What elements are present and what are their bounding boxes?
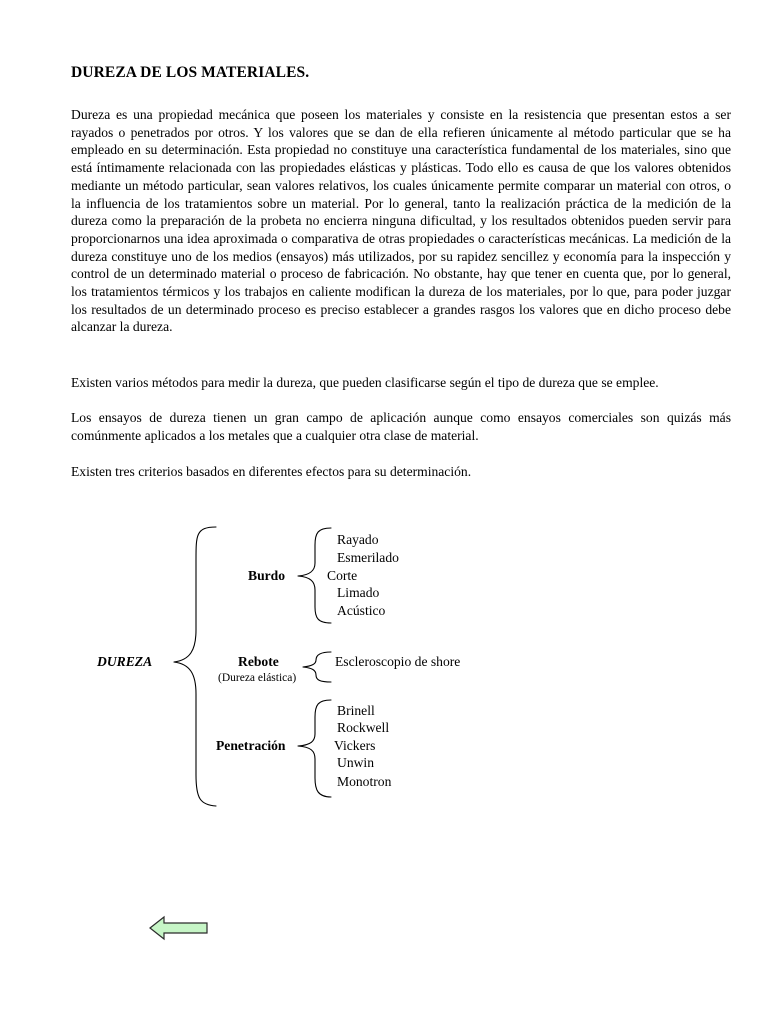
- item-escleroscopio: Escleroscopio de shore: [335, 654, 461, 669]
- penetracion-brace: [298, 700, 331, 797]
- root-label-dureza: DUREZA: [97, 654, 153, 669]
- item-esmerilado: Esmerilado: [337, 550, 399, 565]
- item-monotron: Monotron: [337, 774, 392, 789]
- group-label-burdo: Burdo: [248, 568, 286, 583]
- rebote-brace: [303, 652, 331, 682]
- page-title: DUREZA DE LOS MATERIALES.: [71, 64, 310, 81]
- item-rockwell: Rockwell: [337, 720, 390, 735]
- main-brace: [174, 527, 216, 806]
- left-arrow-icon: [148, 914, 210, 942]
- item-unwin: Unwin: [337, 755, 375, 770]
- applications-paragraph: Los ensayos de dureza tienen un gran campo de aplicación aunque como ensayos comerciales son quizás más comúnmente aplicados a los metales que a cualquier otra clase de material.: [71, 410, 731, 443]
- item-brinell: Brinell: [337, 703, 375, 718]
- methods-paragraph: Existen varios métodos para medir la dureza, que pueden clasificarse según el tipo de dureza que se emplee.: [71, 375, 659, 390]
- item-acustico: Acústico: [337, 603, 386, 618]
- group-sublabel-rebote: (Dureza elástica): [218, 672, 297, 684]
- item-vickers: Vickers: [334, 738, 376, 753]
- group-label-rebote: Rebote: [238, 654, 279, 669]
- item-corte: Corte: [327, 568, 358, 583]
- back-button[interactable]: [148, 914, 210, 942]
- criteria-paragraph: Existen tres criterios basados en diferentes efectos para su determinación.: [71, 464, 472, 479]
- group-label-penetracion: Penetración: [216, 738, 286, 753]
- intro-paragraph: Dureza es una propiedad mecánica que poseen los materiales y consiste en la resistencia que presentan estos a ser rayados o penetrados por otros. Y los valores que se dan de ella refieren únicamente al método particular que se ha empleado en su determinación. Esta propiedad no constituye una característica fundamental de los materiales, sino que está íntimamente relacionada con las propiedades elásticas y plásticas. Todo ello es causa de que los valores obtenidos mediante un método particular, sean valores relativos, los cuales únicamente permite comparar un material con otros, o la influencia de los tratamientos sobre un material. Por lo general, tanto la realización práctica de la medición de la dureza como la preparación de la probeta no encierra ninguna dificultad, y los resultados obtenidos pueden servir para proporcionarnos una idea aproximada o comparativa de otras propiedades o características mecánicas. La medición de la dureza constituye uno de los medios (ensayos) más utilizados, por su rapidez sencillez y economía para la inspección y control de un determinado material o proceso de fabricación. No obstante, hay que tener en cuenta que, por lo general, los tratamientos térmicos y los trabajos en caliente modifican la dureza de los materiales, por lo que, para poder juzgar los resultados de un determinado proceso es preciso establecer a grandes rasgos los valores que en dicho proceso debe alcanzar la dureza.: [71, 107, 731, 335]
- item-rayado: Rayado: [337, 532, 379, 547]
- item-limado: Limado: [337, 585, 380, 600]
